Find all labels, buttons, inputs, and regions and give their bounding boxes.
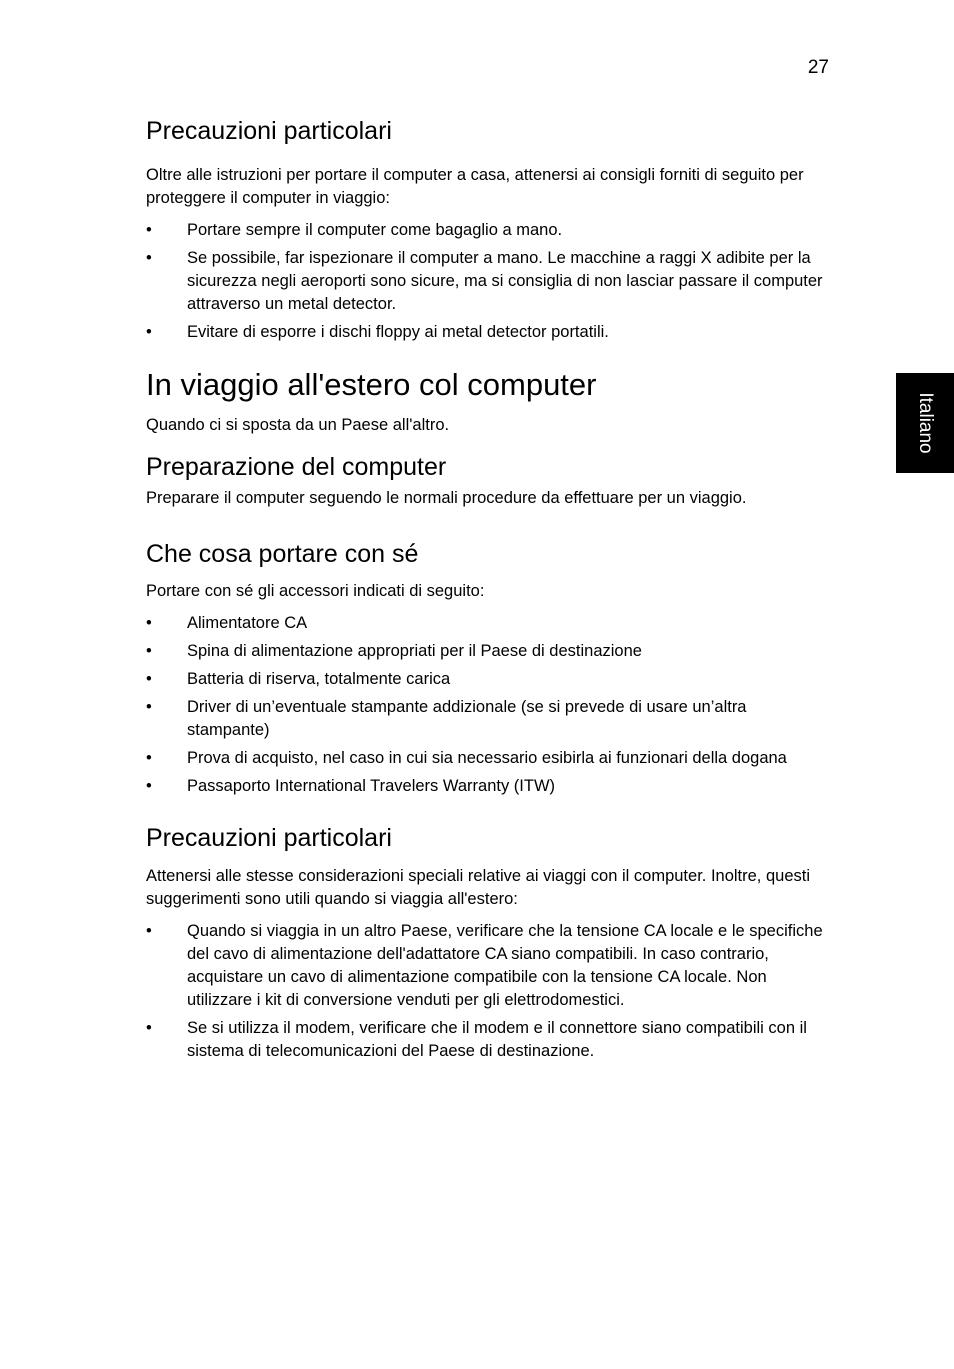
bullet-list xyxy=(146,920,832,1063)
list-item: • Se si utilizza il modem, verificare che il modem e il connettore siano compatibili con il sistema di telecomunicazioni del Paese di destinazione. xyxy=(146,1017,832,1063)
list-item: • Passaporto International Travelers Warranty (ITW) xyxy=(146,775,832,798)
bullet-list xyxy=(146,219,832,344)
section-intro: Attenersi alle stesse considerazioni speciali relative ai viaggi con il computer. Inoltre, questi suggerimenti sono utili quando si viaggia all'estero: xyxy=(146,867,811,908)
main-intro: Quando ci si sposta da un Paese all'altro. xyxy=(146,416,450,434)
list-item: • Batteria di riserva, totalmente carica xyxy=(146,668,832,691)
section-heading-precautions-abroad: Precauzioni particolari xyxy=(146,824,392,852)
section-text: Preparare il computer seguendo le normali procedure da effettuare per un viaggio. xyxy=(146,489,747,507)
language-tab xyxy=(896,373,954,473)
list-item: • Spina di alimentazione appropriati per il Paese di destinazione xyxy=(146,640,832,663)
section-intro: Oltre alle istruzioni per portare il computer a casa, attenersi ai consigli forniti di seguito per proteggere il computer in viaggio: xyxy=(146,166,804,207)
page-title: In viaggio all'estero col computer xyxy=(146,367,597,402)
section-intro: Portare con sé gli accessori indicati di seguito: xyxy=(146,582,485,600)
bullet-list xyxy=(146,612,832,798)
language-tab-label: Italiano xyxy=(915,392,936,454)
list-item: • Evitare di esporre i dischi floppy ai metal detector portatili. xyxy=(146,321,832,344)
list-item: • Se possibile, far ispezionare il computer a mano. Le macchine a raggi X adibite per la sicurezza negli aeroporti sono sicure, ma si consiglia di non lasciar passare il computer attraverso un metal detector. xyxy=(146,247,832,316)
list-item: • Portare sempre il computer come bagaglio a mano. xyxy=(146,219,832,242)
list-item: • Alimentatore CA xyxy=(146,612,832,635)
list-item: • Prova di acquisto, nel caso in cui sia necessario esibirla ai funzionari della dogana xyxy=(146,747,832,770)
page-content xyxy=(146,114,832,1068)
section-heading-precautions: Precauzioni particolari xyxy=(146,117,392,145)
list-item: • Quando si viaggia in un altro Paese, verificare che la tensione CA locale e le specifiche del cavo di alimentazione dell'adattatore CA siano compatibili. In caso contrario, acquistare un cavo di alimentazione compatibile con la tensione CA locale. Non utilizzare i kit di conversione venduti per gli elettrodomestici. xyxy=(146,920,832,1012)
list-item: • Driver di un’eventuale stampante addizionale (se si prevede di usare un’altra stampante) xyxy=(146,696,832,742)
section-heading-preparation: Preparazione del computer xyxy=(146,453,447,481)
page-number: 27 xyxy=(807,57,829,78)
section-heading-what-to-bring: Che cosa portare con sé xyxy=(146,540,419,568)
